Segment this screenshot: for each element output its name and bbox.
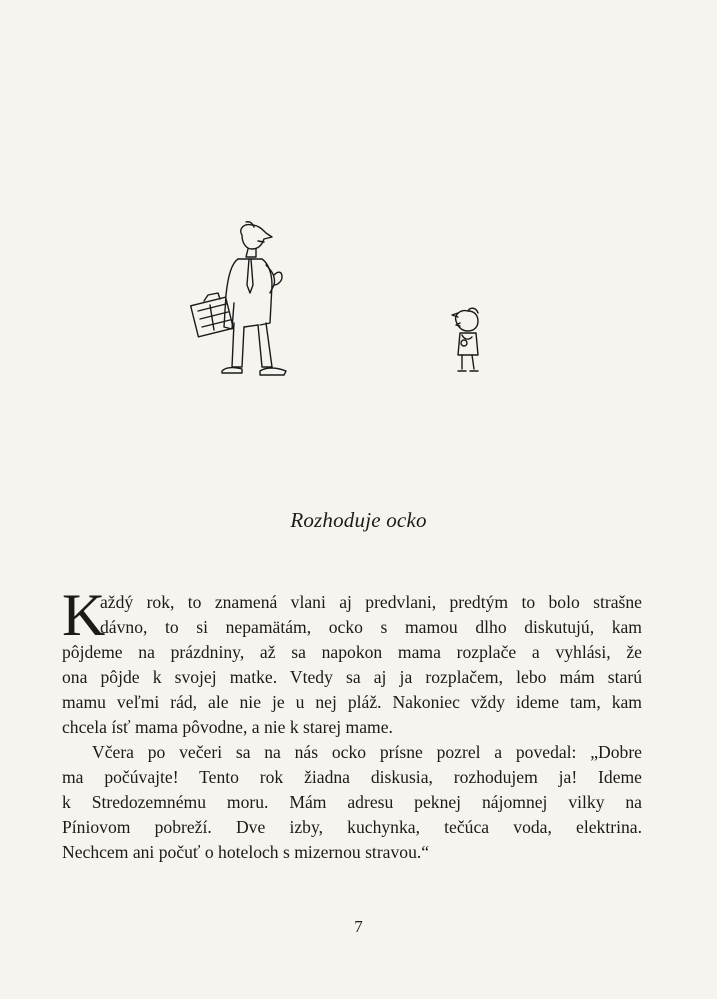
drop-cap: K	[62, 582, 106, 648]
text-line: Včera po večeri sa na nás ocko prísne pozrel a povedal: „Dobre	[92, 742, 642, 762]
text-line: mamu veľmi rád, ale nie je u nej pláž. Nakoniec vždy ideme tam, kam	[62, 692, 642, 712]
illustration	[180, 215, 520, 390]
text-line: dávno, to si nepamätám, ocko s mamou dlho diskutujú, kam	[100, 617, 642, 637]
chapter-title: Rozhoduje ocko	[290, 508, 427, 532]
text-line: aždý rok, to znamená vlani aj predvlani, predtým to bolo strašne	[100, 592, 642, 612]
text-line: chcela ísť mama pôvodne, a nie k starej mame.	[62, 717, 393, 737]
text-line: ma počúvajte! Tento rok žiadna diskusia, rozhodujem ja! Ideme	[62, 767, 642, 787]
boy-figure	[452, 308, 478, 371]
text-line: Nechcem ani počuť o hoteloch s mizernou stravou.“	[62, 842, 430, 862]
father-figure	[191, 222, 286, 375]
paragraph-2	[62, 740, 642, 865]
text-line: k Stredozemnému moru. Mám adresu peknej nájomnej vilky na	[62, 792, 642, 812]
text-line: pôjdeme na prázdniny, až sa napokon mama rozplače a vyhlási, že	[62, 642, 642, 662]
text-line: Píniovom pobreží. Dve izby, kuchynka, tečúca voda, elektrina.	[62, 817, 642, 837]
body-text	[62, 582, 642, 865]
page-number: 7	[354, 917, 363, 936]
text-line: ona pôjde k svojej matke. Vtedy sa aj ja rozplačem, lebo mám starú	[62, 667, 642, 687]
paragraph-1	[62, 582, 642, 740]
